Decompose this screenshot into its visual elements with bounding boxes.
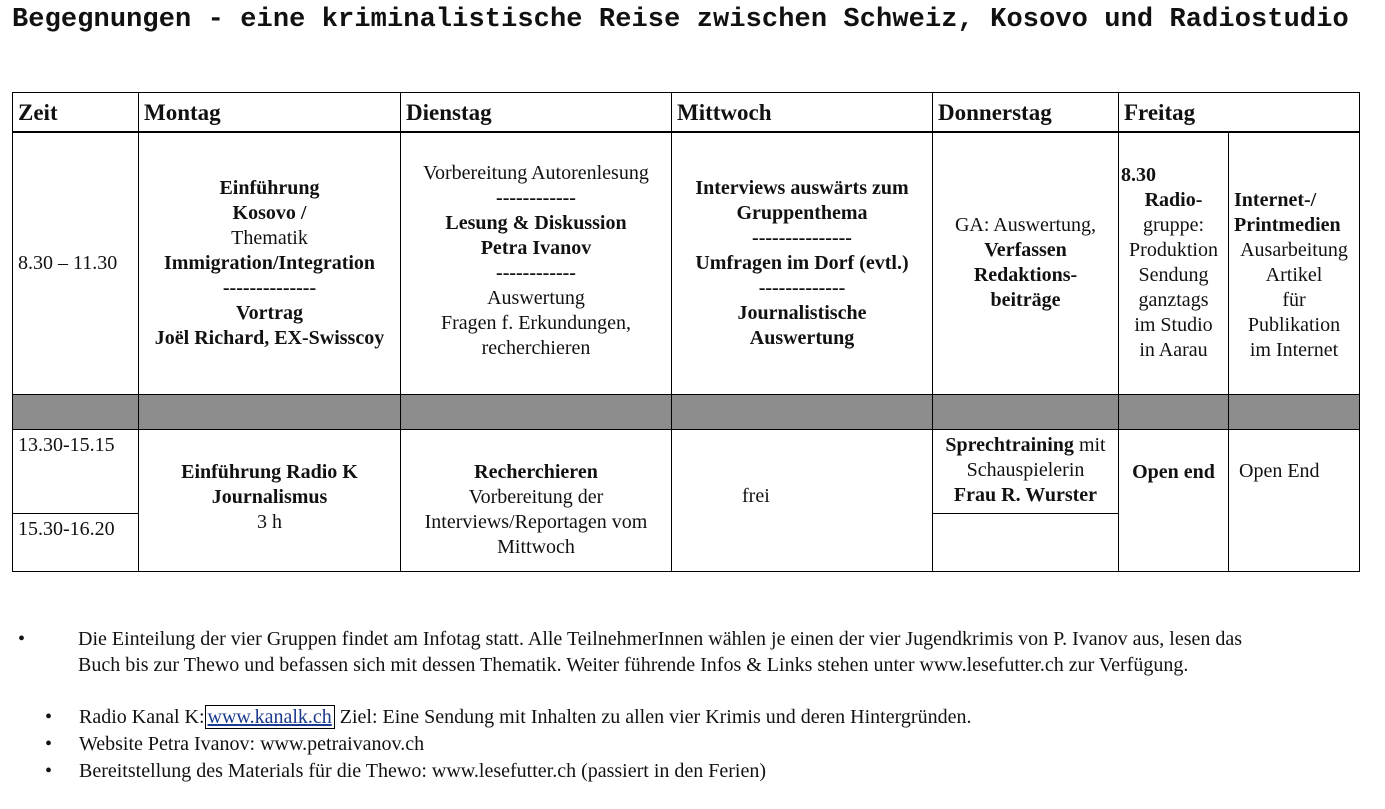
break-cell [672,394,933,429]
morning-donnerstag-cell [933,132,1119,394]
note-radio [79,704,971,730]
text-line: Radio- [1144,189,1203,212]
text-line: Vorbereitung Autorenlesung [423,162,649,184]
morning-freitag-radio-cell [1119,132,1229,394]
header-freitag: Freitag [1119,93,1360,133]
text-line: Vorbereitung der [468,485,604,508]
bullet-icon: • [18,628,26,650]
note-radio-label: Radio Kanal K: [79,706,205,728]
afternoon-donnerstag-cell [933,429,1119,513]
break-row [13,394,1360,429]
morning-dienstag-cell [401,132,672,394]
afternoon-time-1: 13.30-15.15 [13,429,139,513]
afternoon-time-2: 15.30-16.20 [13,513,139,571]
break-cell [1119,394,1229,429]
text-line: gruppe: [1142,214,1205,237]
break-cell [139,394,401,429]
note-main-line-1: Die Einteilung der vier Gruppen findet am Infotag statt. Alle TeilnehmerInnen wählen je einen der vier Jugendkrimis von P. Ivanov aus, lesen das [78,628,1243,650]
afternoon-mittwoch-cell [672,429,933,571]
text-line: Auswertung [749,326,855,349]
text-line: Fragen f. Erkundungen, [441,312,631,334]
afternoon-row-1 [13,429,1360,513]
separator-line: --------------- [752,226,852,249]
text-line: Produktion [1129,239,1218,262]
morning-time: 8.30 – 11.30 [13,132,139,394]
header-montag: Montag [139,93,401,133]
afternoon-freitag-internet-cell: Open End [1229,429,1360,571]
break-cell [933,394,1119,429]
header-row [13,93,1360,133]
note-website: Website Petra Ivanov: www.petraivanov.ch [79,733,425,755]
break-cell [13,394,139,429]
text-line: in Aarau [1139,339,1208,362]
bullet-icon: • [45,706,53,728]
note-radio-goal: Ziel: Eine Sendung mit Inhalten zu allen vier Krimis und deren Hintergründen. [334,706,972,728]
text-line: Petra Ivanov [480,237,592,259]
text-line: Sprechtraining [945,433,1074,456]
text-line: Schauspielerin [966,458,1085,481]
header-zeit: Zeit [13,93,139,133]
note-material: Bereitstellung des Materials für die Thewo: www.lesefutter.ch (passiert in den Ferien) [79,760,767,782]
text-line: Redaktions- [973,264,1078,287]
morning-mittwoch-cell [672,132,933,394]
text-line: ganztags [1138,289,1209,312]
text-line: GA: Auswertung, [954,214,1097,237]
text-line: Ausarbeitung [1240,239,1348,261]
text-line: frei [742,484,770,507]
kanalk-link[interactable]: www.kanalk.ch [205,705,335,729]
text-line: Einführung [219,176,320,199]
text-line: Mittwoch [497,535,575,558]
header-dienstag: Dienstag [401,93,672,133]
text-line: Frau R. Wurster [953,483,1098,506]
text-line: Journalistische [737,301,867,324]
text-line: 8.30 [1121,164,1156,187]
text-line: Journalismus [211,485,328,508]
text-line: Gruppenthema [736,201,868,224]
separator-line: -------------- [222,276,317,299]
text-line: Printmedien [1234,214,1341,236]
schedule-table [12,92,1360,572]
text-line: Auswertung [487,287,585,309]
text-line: im Internet [1249,339,1339,361]
morning-row [13,132,1360,394]
break-cell [401,394,672,429]
afternoon-dienstag-cell [401,429,672,571]
separator-line: ------------- [758,276,846,299]
text-line: Interviews auswärts zum [695,176,909,199]
text-line: Immigration/Integration [163,251,376,274]
text-line: Vortrag [235,301,304,324]
text-line: Publikation [1247,314,1341,336]
bullet-icon: • [45,733,53,755]
header-donnerstag: Donnerstag [933,93,1119,133]
text-line: Recherchieren [474,460,598,483]
text-line: Artikel [1265,264,1323,286]
page-title: Begegnungen - eine kriminalistische Reise zwischen Schweiz, Kosovo und Radiostudio [12,5,1349,35]
text-line: für [1282,289,1306,311]
text-line: im Studio [1134,314,1213,337]
text-line: beiträge [990,289,1061,312]
text-line: Thematik [231,226,308,249]
text-line: Umfragen im Dorf (evtl.) [695,251,909,274]
text-line: Lesung & Diskussion [445,212,627,234]
text-line: Kosovo / [232,201,307,224]
text-line: 3 h [257,510,282,533]
bullet-icon: • [45,760,53,782]
afternoon-donnerstag-empty-cell [933,513,1119,571]
text-line: Sendung [1138,264,1209,287]
text-line: Internet-/ [1234,189,1317,211]
break-cell [1229,394,1360,429]
morning-freitag-internet-cell [1229,132,1360,394]
note-main-line-2: Buch bis zur Thewo und befassen sich mit dessen Thematik. Weiter führende Infos & Links stehen unter www.lesefutter.ch zur Verfügung. [78,654,1189,676]
text-line: Joël Richard, EX-Swisscoy [154,326,385,349]
text-line: Verfassen [984,239,1067,262]
separator-line: ------------ [496,262,576,284]
text-line: recherchieren [481,337,591,359]
text-line: Interviews/Reportagen vom [424,510,648,533]
morning-montag-cell [139,132,401,394]
header-mittwoch: Mittwoch [672,93,933,133]
separator-line: ------------ [496,187,576,209]
afternoon-montag-cell [139,429,401,571]
afternoon-freitag-radio-cell: Open end [1119,429,1229,571]
text-line: mit [1073,433,1106,456]
text-line: Einführung Radio K [181,460,358,483]
